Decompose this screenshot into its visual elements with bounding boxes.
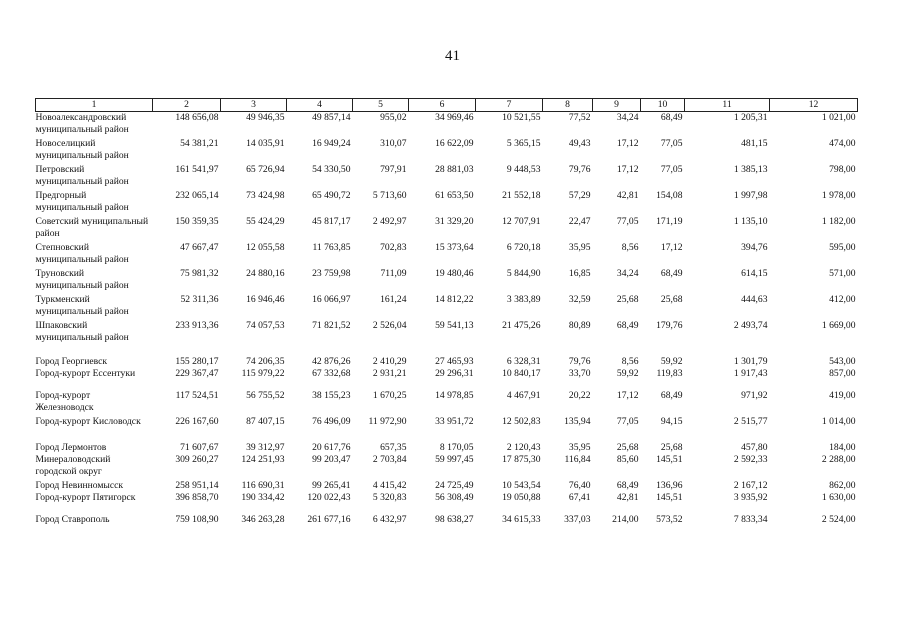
cell-value: 1 917,43 (733, 368, 768, 379)
table-row (36, 504, 858, 526)
cell-value: 116 690,31 (241, 480, 285, 491)
cell-value: 857,00 (829, 368, 856, 379)
cell-value: 68,49 (660, 112, 683, 123)
cell-value: 161 541,97 (175, 164, 219, 175)
cell-value: 76 496,09 (312, 416, 351, 427)
cell-value: 71 821,52 (312, 320, 351, 331)
row-name: Город-курорт Кисловодск (35, 416, 141, 427)
cell-value: 68,49 (616, 480, 639, 491)
cell-value: 77,05 (616, 416, 639, 427)
cell-value: 1 301,79 (733, 356, 768, 367)
table-row (36, 320, 858, 346)
cell-value: 481,15 (741, 138, 768, 149)
header-row (36, 99, 858, 112)
cell-value: 115 979,22 (241, 368, 285, 379)
cell-value: 474,00 (829, 138, 856, 149)
cell-value: 135,94 (564, 416, 591, 427)
cell-value: 2 410,29 (372, 356, 407, 367)
column-header: 9 (593, 99, 641, 112)
cell-value: 702,83 (380, 242, 407, 253)
table-row (36, 480, 858, 492)
row-name: Город Ставрополь (35, 514, 110, 525)
cell-value: 759 108,90 (175, 514, 219, 525)
table-row (36, 368, 858, 380)
cell-value: 14 978,85 (435, 390, 474, 401)
cell-value: 171,19 (656, 216, 683, 227)
cell-value: 310,07 (380, 138, 407, 149)
cell-value: 190 334,42 (241, 492, 285, 503)
cell-value: 17,12 (660, 242, 683, 253)
cell-value: 14 812,22 (435, 294, 474, 305)
cell-value: 57,29 (568, 190, 591, 201)
cell-value: 8,56 (621, 356, 639, 367)
table-row (36, 190, 858, 216)
cell-value: 444,63 (741, 294, 768, 305)
cell-value: 34 969,46 (435, 112, 474, 123)
cell-value: 11 972,90 (368, 416, 407, 427)
cell-value: 1 021,00 (821, 112, 856, 123)
cell-value: 16 946,46 (246, 294, 285, 305)
cell-value: 6 432,97 (372, 514, 407, 525)
cell-value: 34,24 (616, 112, 639, 123)
cell-value: 2 515,77 (733, 416, 768, 427)
cell-value: 56 755,52 (246, 390, 285, 401)
cell-value: 74 057,53 (246, 320, 285, 331)
cell-value: 155 280,17 (175, 356, 219, 367)
cell-value: 22,47 (568, 216, 591, 227)
cell-value: 49 857,14 (312, 112, 351, 123)
cell-value: 711,09 (380, 268, 407, 279)
cell-value: 346 263,28 (241, 514, 285, 525)
cell-value: 2 120,43 (506, 442, 541, 453)
cell-value: 19 050,88 (502, 492, 541, 503)
cell-value: 2 526,04 (372, 320, 407, 331)
cell-value: 54 381,21 (180, 138, 219, 149)
cell-value: 56 308,49 (435, 492, 474, 503)
row-name: Город Лермонтов (35, 442, 107, 453)
cell-value: 17,12 (616, 138, 639, 149)
cell-value: 99 203,47 (312, 454, 351, 465)
cell-value: 28 881,03 (435, 164, 474, 175)
cell-value: 226 167,60 (175, 416, 219, 427)
cell-value: 16 949,24 (312, 138, 351, 149)
row-name: Советский муниципальный район (35, 216, 149, 239)
cell-value: 11 763,85 (312, 242, 351, 253)
cell-value: 25,68 (660, 442, 683, 453)
cell-value: 337,03 (564, 514, 591, 525)
cell-value: 27 465,93 (435, 356, 474, 367)
cell-value: 5 320,83 (372, 492, 407, 503)
table-row (36, 416, 858, 442)
cell-value: 1 205,31 (733, 112, 768, 123)
cell-value: 25,68 (616, 294, 639, 305)
table-row (36, 454, 858, 480)
cell-value: 67,41 (568, 492, 591, 503)
cell-value: 33,70 (568, 368, 591, 379)
cell-value: 24 880,16 (246, 268, 285, 279)
cell-value: 94,15 (660, 416, 683, 427)
cell-value: 25,68 (660, 294, 683, 305)
cell-value: 309 260,27 (175, 454, 219, 465)
cell-value: 117 524,51 (175, 390, 219, 401)
cell-value: 85,60 (616, 454, 639, 465)
cell-value: 29 296,31 (435, 368, 474, 379)
cell-value: 17 875,30 (502, 454, 541, 465)
cell-value: 87 407,15 (246, 416, 285, 427)
cell-value: 59,92 (616, 368, 639, 379)
cell-value: 124 251,93 (241, 454, 285, 465)
cell-value: 396 858,70 (175, 492, 219, 503)
cell-value: 24 725,49 (435, 480, 474, 491)
cell-value: 74 206,35 (246, 356, 285, 367)
cell-value: 19 480,46 (435, 268, 474, 279)
cell-value: 31 329,20 (435, 216, 474, 227)
cell-value: 76,40 (568, 480, 591, 491)
cell-value: 145,51 (656, 454, 683, 465)
row-name: Город-курорт Железноводск (35, 390, 94, 413)
cell-value: 5 365,15 (506, 138, 541, 149)
cell-value: 16 066,97 (312, 294, 351, 305)
cell-value: 4 467,91 (506, 390, 541, 401)
cell-value: 17,12 (616, 164, 639, 175)
cell-value: 7 833,34 (733, 514, 768, 525)
cell-value: 45 817,17 (312, 216, 351, 227)
column-header: 10 (641, 99, 685, 112)
table-body (36, 112, 858, 527)
column-header: 12 (770, 99, 858, 112)
cell-value: 161,24 (380, 294, 407, 305)
cell-value: 2 931,21 (372, 368, 407, 379)
cell-value: 68,49 (660, 268, 683, 279)
cell-value: 34 615,33 (502, 514, 541, 525)
cell-value: 23 759,98 (312, 268, 351, 279)
table-row (36, 268, 858, 294)
cell-value: 116,84 (564, 454, 591, 465)
cell-value: 12 502,83 (502, 416, 541, 427)
cell-value: 33 951,72 (435, 416, 474, 427)
row-name: Новоселицкий муниципальный район (35, 138, 129, 161)
cell-value: 955,02 (380, 112, 407, 123)
cell-value: 6 720,18 (506, 242, 541, 253)
cell-value: 42,81 (616, 190, 639, 201)
column-header: 11 (685, 99, 770, 112)
cell-value: 233 913,36 (175, 320, 219, 331)
cell-value: 419,00 (829, 390, 856, 401)
column-header: 2 (153, 99, 221, 112)
cell-value: 47 667,47 (180, 242, 219, 253)
cell-value: 971,92 (741, 390, 768, 401)
cell-value: 42,81 (616, 492, 639, 503)
cell-value: 16,85 (568, 268, 591, 279)
cell-value: 32,59 (568, 294, 591, 305)
cell-value: 80,89 (568, 320, 591, 331)
table-row (36, 216, 858, 242)
cell-value: 6 328,31 (506, 356, 541, 367)
row-name: Город Невинномысск (35, 480, 124, 491)
cell-value: 229 367,47 (175, 368, 219, 379)
data-table (35, 98, 858, 526)
cell-value: 1 014,00 (821, 416, 856, 427)
cell-value: 79,76 (568, 356, 591, 367)
row-name: Город Георгиевск (35, 356, 107, 367)
cell-value: 9 448,53 (506, 164, 541, 175)
cell-value: 99 265,41 (312, 480, 351, 491)
cell-value: 61 653,50 (435, 190, 474, 201)
cell-value: 12 055,58 (246, 242, 285, 253)
cell-value: 150 359,35 (175, 216, 219, 227)
cell-value: 614,15 (741, 268, 768, 279)
cell-value: 798,00 (829, 164, 856, 175)
cell-value: 10 840,17 (502, 368, 541, 379)
cell-value: 67 332,68 (312, 368, 351, 379)
row-name: Труновский муниципальный район (35, 268, 129, 291)
table-row (36, 346, 858, 368)
cell-value: 3 383,89 (506, 294, 541, 305)
cell-value: 1 630,00 (821, 492, 856, 503)
column-header: 6 (409, 99, 476, 112)
cell-value: 39 312,97 (246, 442, 285, 453)
column-header: 8 (543, 99, 593, 112)
cell-value: 543,00 (829, 356, 856, 367)
cell-value: 55 424,29 (246, 216, 285, 227)
cell-value: 59,92 (660, 356, 683, 367)
cell-value: 148 656,08 (175, 112, 219, 123)
cell-value: 49 946,35 (246, 112, 285, 123)
cell-value: 412,00 (829, 294, 856, 305)
cell-value: 2 592,33 (733, 454, 768, 465)
cell-value: 1 670,25 (372, 390, 407, 401)
cell-value: 154,08 (656, 190, 683, 201)
cell-value: 15 373,64 (435, 242, 474, 253)
row-name: Минераловодский городской округ (35, 454, 111, 477)
cell-value: 120 022,43 (307, 492, 351, 503)
cell-value: 35,95 (568, 242, 591, 253)
table-row (36, 492, 858, 504)
table-row (36, 242, 858, 268)
cell-value: 571,00 (829, 268, 856, 279)
column-header: 1 (36, 99, 153, 112)
cell-value: 2 288,00 (821, 454, 856, 465)
cell-value: 10 543,54 (502, 480, 541, 491)
cell-value: 42 876,26 (312, 356, 351, 367)
cell-value: 119,83 (656, 368, 683, 379)
cell-value: 862,00 (829, 480, 856, 491)
cell-value: 21 552,18 (502, 190, 541, 201)
table-row (36, 380, 858, 416)
cell-value: 65 726,94 (246, 164, 285, 175)
cell-value: 52 311,36 (180, 294, 219, 305)
table-row (36, 442, 858, 454)
cell-value: 184,00 (829, 442, 856, 453)
row-name: Предгорный муниципальный район (35, 190, 129, 213)
cell-value: 16 622,09 (435, 138, 474, 149)
table-row (36, 112, 858, 139)
cell-value: 1 135,10 (733, 216, 768, 227)
cell-value: 657,35 (380, 442, 407, 453)
page-number: 41 (445, 48, 460, 64)
cell-value: 77,52 (568, 112, 591, 123)
cell-value: 258 951,14 (175, 480, 219, 491)
row-name: Петровский муниципальный район (35, 164, 129, 187)
column-header: 5 (353, 99, 409, 112)
cell-value: 1 997,98 (733, 190, 768, 201)
cell-value: 457,80 (741, 442, 768, 453)
cell-value: 12 707,91 (502, 216, 541, 227)
row-name: Город-курорт Пятигорск (35, 492, 136, 503)
cell-value: 73 424,98 (246, 190, 285, 201)
cell-value: 8 170,05 (439, 442, 474, 453)
cell-value: 68,49 (616, 320, 639, 331)
cell-value: 77,05 (660, 138, 683, 149)
cell-value: 77,05 (616, 216, 639, 227)
cell-value: 98 638,27 (435, 514, 474, 525)
cell-value: 1 978,00 (821, 190, 856, 201)
cell-value: 179,76 (656, 320, 683, 331)
cell-value: 136,96 (656, 480, 683, 491)
cell-value: 59 997,45 (435, 454, 474, 465)
cell-value: 1 385,13 (733, 164, 768, 175)
cell-value: 38 155,23 (312, 390, 351, 401)
cell-value: 75 981,32 (180, 268, 219, 279)
row-name: Шпаковский муниципальный район (35, 320, 129, 343)
cell-value: 8,56 (621, 242, 639, 253)
table-row (36, 138, 858, 164)
row-name: Степновский муниципальный район (35, 242, 129, 265)
cell-value: 20,22 (568, 390, 591, 401)
cell-value: 4 415,42 (372, 480, 407, 491)
cell-value: 49,43 (568, 138, 591, 149)
cell-value: 394,76 (741, 242, 768, 253)
cell-value: 797,91 (380, 164, 407, 175)
cell-value: 35,95 (568, 442, 591, 453)
cell-value: 145,51 (656, 492, 683, 503)
cell-value: 2 167,12 (733, 480, 768, 491)
cell-value: 10 521,55 (502, 112, 541, 123)
cell-value: 71 607,67 (180, 442, 219, 453)
cell-value: 214,00 (612, 514, 639, 525)
cell-value: 5 844,90 (506, 268, 541, 279)
cell-value: 17,12 (616, 390, 639, 401)
row-name: Туркменский муниципальный район (35, 294, 129, 317)
cell-value: 2 524,00 (821, 514, 856, 525)
cell-value: 2 703,84 (372, 454, 407, 465)
row-name: Город-курорт Ессентуки (35, 368, 136, 379)
column-header: 4 (287, 99, 353, 112)
cell-value: 34,24 (616, 268, 639, 279)
cell-value: 1 669,00 (821, 320, 856, 331)
cell-value: 2 493,74 (733, 320, 768, 331)
cell-value: 20 617,76 (312, 442, 351, 453)
cell-value: 261 677,16 (307, 514, 351, 525)
column-header: 7 (476, 99, 543, 112)
cell-value: 59 541,13 (435, 320, 474, 331)
cell-value: 54 330,50 (312, 164, 351, 175)
cell-value: 232 065,14 (175, 190, 219, 201)
cell-value: 5 713,60 (372, 190, 407, 201)
cell-value: 21 475,26 (502, 320, 541, 331)
column-header: 3 (221, 99, 287, 112)
cell-value: 68,49 (660, 390, 683, 401)
cell-value: 595,00 (829, 242, 856, 253)
row-name: Новоалександровский муниципальный район (35, 112, 129, 135)
cell-value: 2 492,97 (372, 216, 407, 227)
cell-value: 573,52 (656, 514, 683, 525)
cell-value: 3 935,92 (733, 492, 768, 503)
cell-value: 1 182,00 (821, 216, 856, 227)
cell-value: 25,68 (616, 442, 639, 453)
table-row (36, 294, 858, 320)
cell-value: 14 035,91 (246, 138, 285, 149)
cell-value: 65 490,72 (312, 190, 351, 201)
cell-value: 77,05 (660, 164, 683, 175)
table-row (36, 164, 858, 190)
cell-value: 79,76 (568, 164, 591, 175)
